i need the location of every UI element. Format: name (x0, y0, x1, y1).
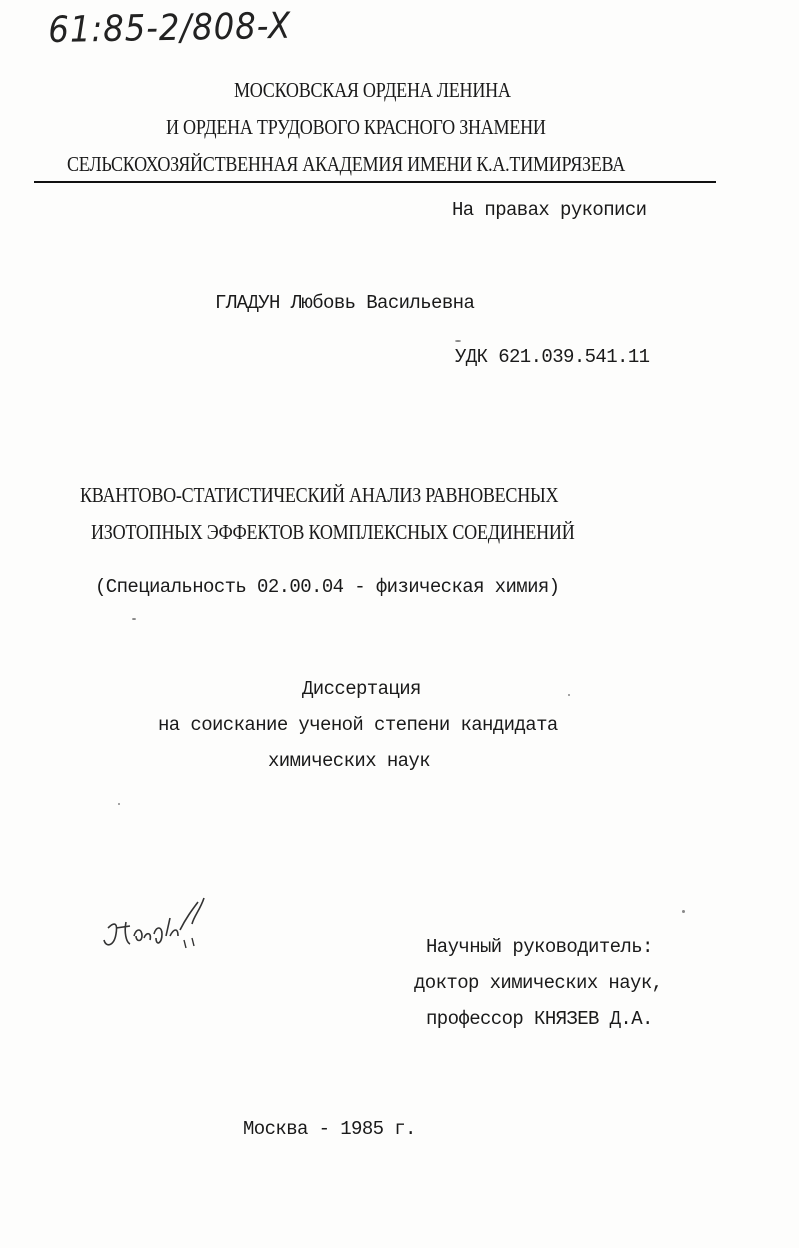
supervisor-name: профессор КНЯЗЕВ Д.А. (426, 1008, 653, 1030)
udc-code: УДК 621.039.541.11 (455, 346, 650, 368)
supervisor-degree: доктор химических наук, (414, 972, 663, 994)
manuscript-rights: На правах рукописи (452, 199, 647, 221)
institution-line-3: СЕЛЬСКОХОЗЯЙСТВЕННАЯ АКАДЕМИЯ ИМЕНИ К.А.ТИМИРЯЗЕВА (67, 152, 626, 176)
city-year: Москва - 1985 г. (243, 1118, 416, 1140)
scan-speck (455, 340, 461, 342)
supervisor-label: Научный руководитель: (426, 936, 653, 958)
dissertation-label: Диссертация (302, 678, 421, 700)
author-name: ГЛАДУН Любовь Васильевна (215, 292, 475, 314)
institution-line-1: МОСКОВСКАЯ ОРДЕНА ЛЕНИНА (234, 78, 511, 102)
handwritten-signature (100, 888, 220, 958)
scan-speck (568, 694, 570, 696)
title-line-2: ИЗОТОПНЫХ ЭФФЕКТОВ КОМПЛЕКСНЫХ СОЕДИНЕНИЙ (91, 520, 575, 544)
header-divider (34, 181, 716, 183)
dissertation-field: химических наук (268, 750, 431, 772)
scan-speck (132, 618, 136, 620)
specialty: (Специальность 02.00.04 - физическая химия) (95, 576, 560, 598)
dissertation-degree: на соискание ученой степени кандидата (158, 714, 558, 736)
scan-speck (682, 910, 685, 913)
archive-code-handwritten: 61:85-2/808-X (48, 5, 292, 51)
institution-line-2: И ОРДЕНА ТРУДОВОГО КРАСНОГО ЗНАМЕНИ (166, 115, 546, 139)
scan-speck (118, 803, 120, 805)
title-line-1: КВАНТОВО-СТАТИСТИЧЕСКИЙ АНАЛИЗ РАВНОВЕСНЫХ (80, 483, 559, 507)
